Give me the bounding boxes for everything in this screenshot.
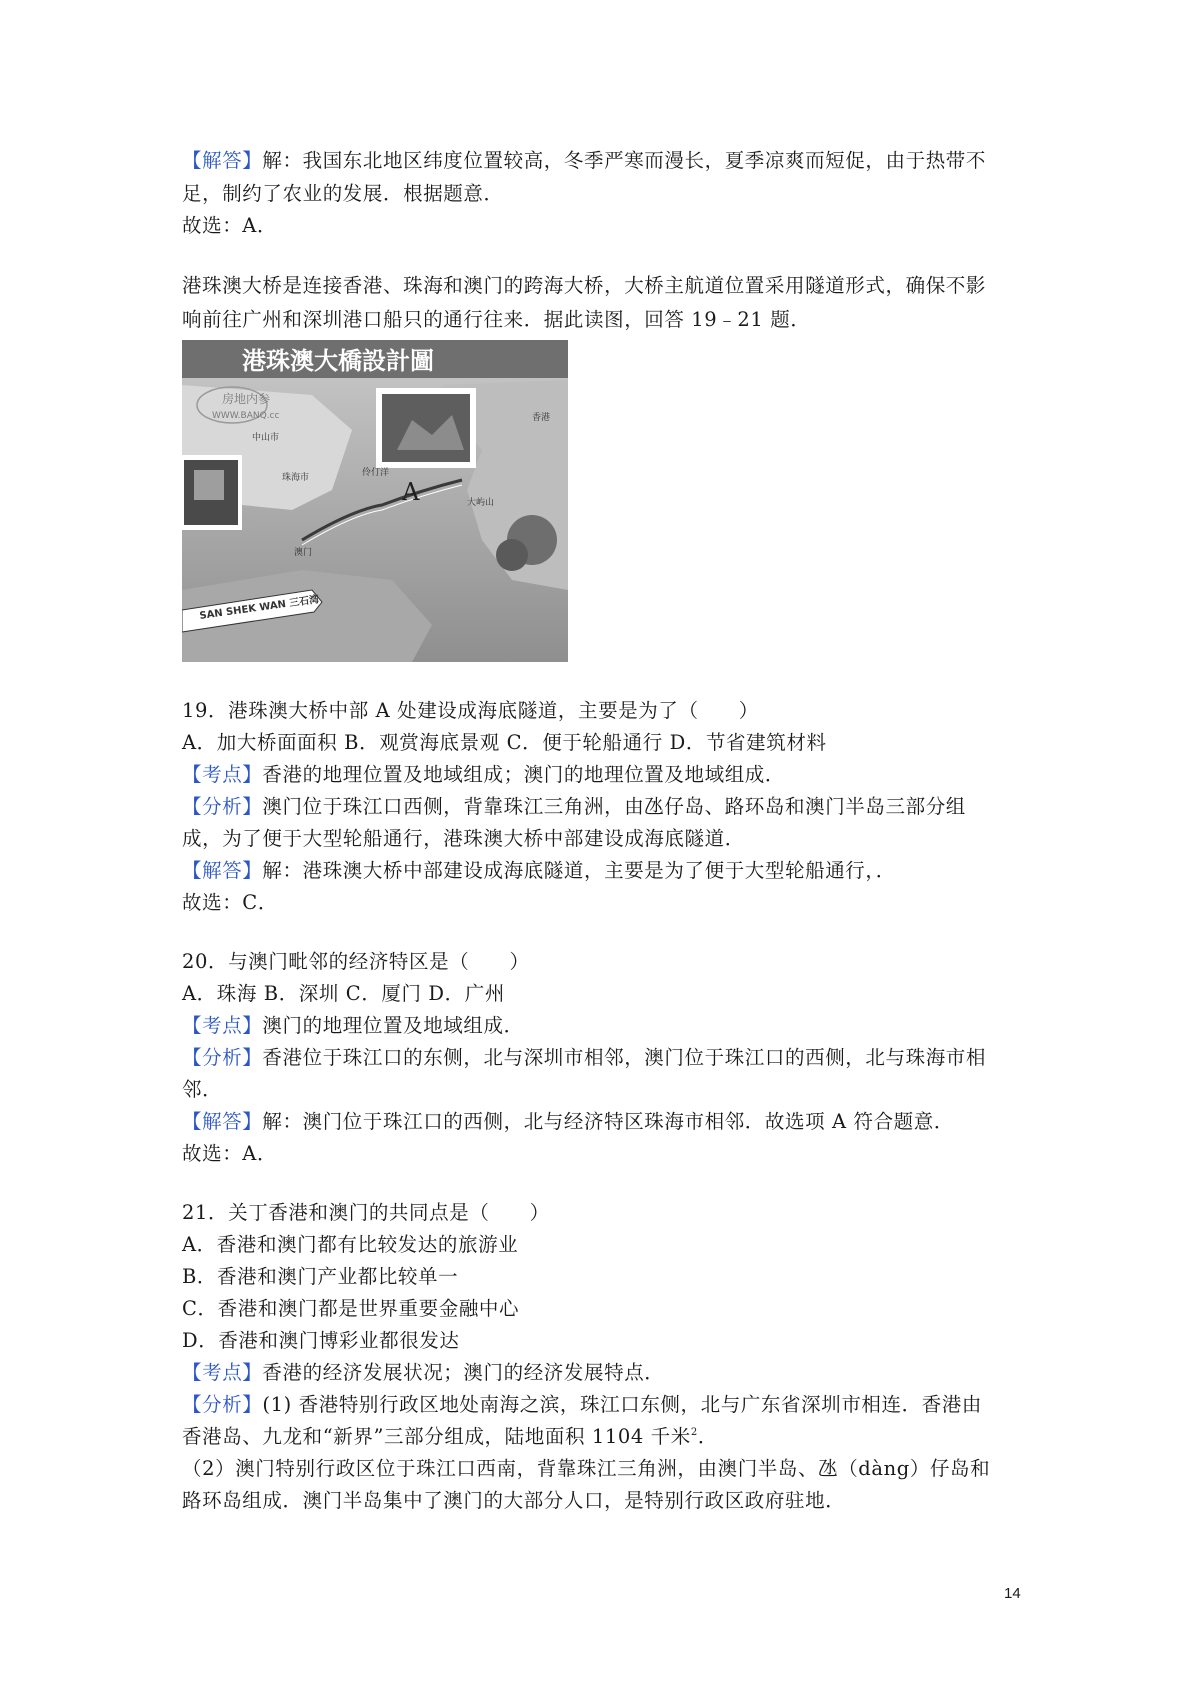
- watermark-text: 房地内参: [222, 392, 271, 406]
- analysis-tag: 【分析】: [182, 1046, 263, 1069]
- q21-analysis-4: 路环岛组成．澳门半岛集中了澳门的大部分人口，是特别行政区政府驻地．: [182, 1489, 846, 1512]
- q19-analysis-2: 成，为了便于大型轮船通行，港珠澳大桥中部建设成海底隧道．: [182, 827, 745, 850]
- q20-options: A．珠海 B．深圳 C．厦门 D．广州: [182, 982, 505, 1005]
- q20-analysis-1: [182, 1042, 1032, 1074]
- q19-choice: 故选：C．: [182, 891, 278, 914]
- q21-option-b: B．香港和澳门产业都比较单一: [182, 1265, 459, 1288]
- point-tag: 【考点】: [182, 1361, 263, 1384]
- q19-point: [182, 759, 1032, 791]
- q21-point: [182, 1357, 1032, 1389]
- q19-analysis-1: [182, 791, 1032, 823]
- q18-answer-line-2: 足，制约了农业的发展．根据题意．: [182, 182, 504, 205]
- watermark-url: WWW.BANQ.cc: [212, 411, 280, 421]
- road-sign-text: SAN SHEK WAN 三石湾: [198, 594, 320, 622]
- map-illustration: [182, 340, 568, 662]
- place-lantau: 大屿山: [467, 498, 495, 508]
- q20-stem: 20．与澳门毗邻的经济特区是（ ）: [182, 950, 530, 973]
- q20-answer-text: 解：澳门位于珠江口的西侧，北与经济特区珠海市相邻．故选项 A 符合题意．: [262, 1110, 954, 1133]
- q20-analysis-text-1: 香港位于珠江口的东侧，北与深圳市相邻，澳门位于珠江口的西侧，北与珠海市相: [262, 1046, 987, 1069]
- place-macau: 澳门: [294, 548, 313, 558]
- figure-title: 港珠澳大橋設計圖: [242, 347, 434, 375]
- q19-point-text: 香港的地理位置及地域组成；澳门的地理位置及地域组成．: [262, 763, 786, 786]
- place-hongkong: 香港: [532, 413, 551, 423]
- q20-analysis-2: 邻．: [182, 1078, 223, 1101]
- q20-answer: [182, 1106, 1032, 1138]
- superscript-2: 2: [690, 1427, 698, 1438]
- place-lingding: 伶仃洋: [362, 468, 390, 478]
- q21-stem: 21．关丁香港和澳门的共同点是（ ）: [182, 1201, 550, 1224]
- q21-analysis-text-1: (1) 香港特别行政区地处南海之滨，珠江口东侧，北与广东省深圳市相连．香港由: [262, 1393, 983, 1416]
- q18-choice: 故选：A．: [182, 214, 278, 237]
- analysis-tag: 【分析】: [182, 795, 263, 818]
- q20-choice: 故选：A．: [182, 1142, 278, 1165]
- q21-analysis-end: ．: [697, 1425, 718, 1448]
- intro-line-1: 港珠澳大桥是连接香港、珠海和澳门的跨海大桥，大桥主航道位置采用隧道形式，确保不影: [182, 274, 987, 297]
- answer-tag: 【解答】: [182, 149, 263, 172]
- q21-analysis-1: [182, 1389, 1032, 1421]
- q19-stem: 19．港珠澳大桥中部 A 处建设成海底隧道，主要是为了（ ）: [182, 699, 759, 722]
- q19-answer-text: 解：港珠澳大桥中部建设成海底隧道，主要是为了便于大型轮船通行，．: [262, 859, 896, 882]
- bridge-design-map-figure: [182, 340, 568, 662]
- intro-line-2: 响前往广州和深圳港口船只的通行往来．据此读图，回答 19﹣21 题．: [182, 308, 811, 331]
- q19-answer: [182, 855, 1032, 887]
- q18-answer-text-1: 解：我国东北地区纬度位置较高，冬季严寒而漫长，夏季凉爽而短促，由于热带不: [262, 149, 987, 172]
- q21-analysis-3: （2）澳门特别行政区位于珠江口西南，背靠珠江三角洲，由澳门半岛、氹（dàng）仔岛和: [182, 1457, 991, 1480]
- q20-point: [182, 1010, 1032, 1042]
- q21-option-c: C．香港和澳门都是世界重要金融中心: [182, 1297, 520, 1320]
- page-number: 14: [1004, 1585, 1021, 1602]
- answer-tag: 【解答】: [182, 859, 263, 882]
- place-zhuhai: 珠海市: [282, 473, 310, 483]
- q21-analysis-text-2: 香港岛、九龙和“新界”三部分组成，陆地面积 1104 千米: [182, 1425, 691, 1448]
- analysis-tag: 【分析】: [182, 1393, 263, 1416]
- q21-analysis-2: [182, 1421, 1032, 1453]
- q21-point-text: 香港的经济发展状况；澳门的经济发展特点．: [262, 1361, 665, 1384]
- q18-answer-line-1: [182, 145, 1032, 177]
- point-tag: 【考点】: [182, 1014, 263, 1037]
- q20-point-text: 澳门的地理位置及地域组成．: [262, 1014, 524, 1037]
- q19-analysis-text-1: 澳门位于珠江口西侧，背靠珠江三角洲，由氹仔岛、路环岛和澳门半岛三部分组: [262, 795, 966, 818]
- q19-options: A．加大桥面面积 B．观赏海底景观 C．便于轮船通行 D．节省建筑材料: [182, 731, 827, 754]
- point-a-label: A: [402, 478, 420, 506]
- q21-option-a: A．香港和澳门都有比较发达的旅游业: [182, 1233, 519, 1256]
- q21-option-d: D．香港和澳门博彩业都很发达: [182, 1329, 460, 1352]
- answer-tag: 【解答】: [182, 1110, 263, 1133]
- place-zhongshan: 中山市: [252, 433, 280, 443]
- point-tag: 【考点】: [182, 763, 263, 786]
